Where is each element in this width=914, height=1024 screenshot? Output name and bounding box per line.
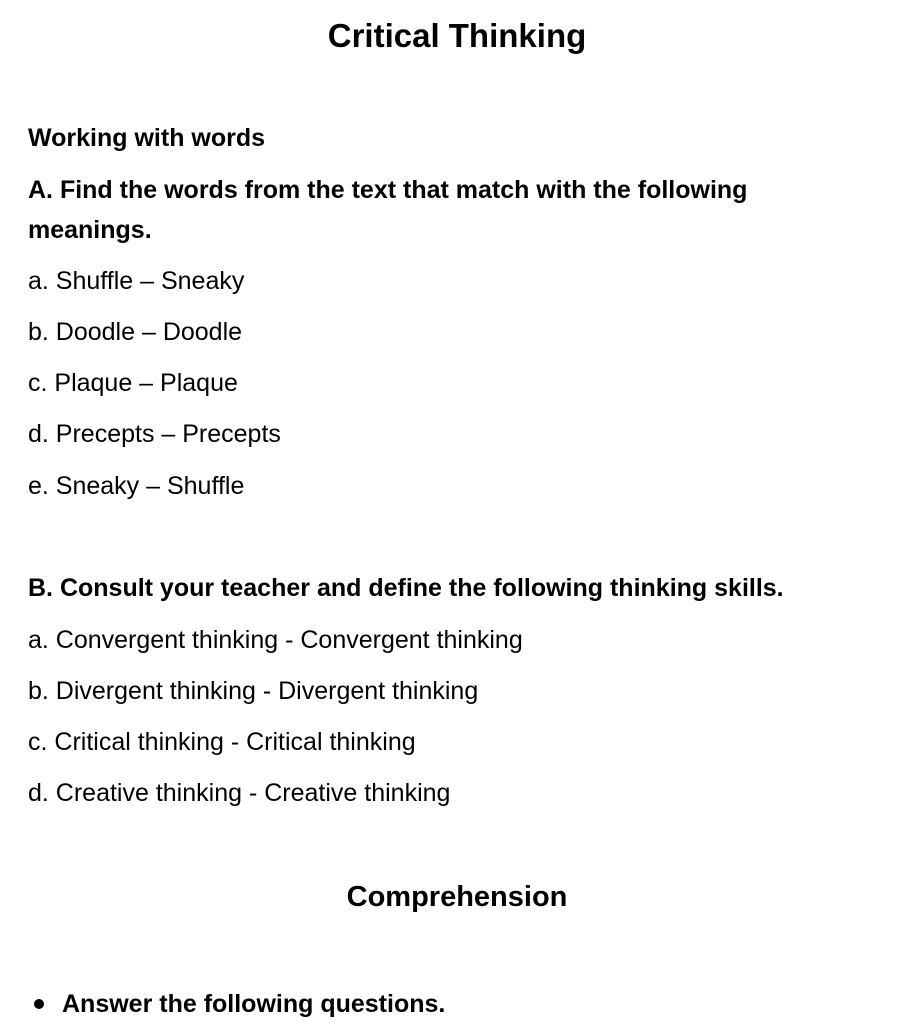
part-a-item-e: e. Sneaky – Shuffle — [28, 472, 245, 500]
part-a-item-d: d. Precepts – Precepts — [28, 420, 281, 448]
part-b-item-b: b. Divergent thinking - Divergent thinking — [28, 677, 479, 705]
part-b-item-a: a. Convergent thinking - Convergent thinking — [28, 626, 523, 654]
part-a-item-b: b. Doodle – Doodle — [28, 318, 243, 346]
bullet-list-item — [34, 984, 445, 1024]
part-b-item-d: d. Creative thinking - Creative thinking — [28, 779, 451, 807]
page-title: Critical Thinking — [327, 17, 587, 54]
part-a-item-c: c. Plaque – Plaque — [28, 369, 238, 397]
part-a-item-a: a. Shuffle – Sneaky — [28, 267, 245, 295]
bullet-text: Answer the following questions. — [62, 989, 446, 1018]
bullet-icon — [34, 999, 44, 1009]
section-heading: Working with words — [28, 124, 266, 152]
part-b-instruction: B. Consult your teacher and define the following thinking skills. — [28, 574, 784, 602]
part-b-item-c: c. Critical thinking - Critical thinking — [28, 728, 416, 756]
part-a-instruction: A. Find the words from the text that match with the following meanings. — [28, 176, 748, 244]
comprehension-heading: Comprehension — [346, 881, 568, 913]
